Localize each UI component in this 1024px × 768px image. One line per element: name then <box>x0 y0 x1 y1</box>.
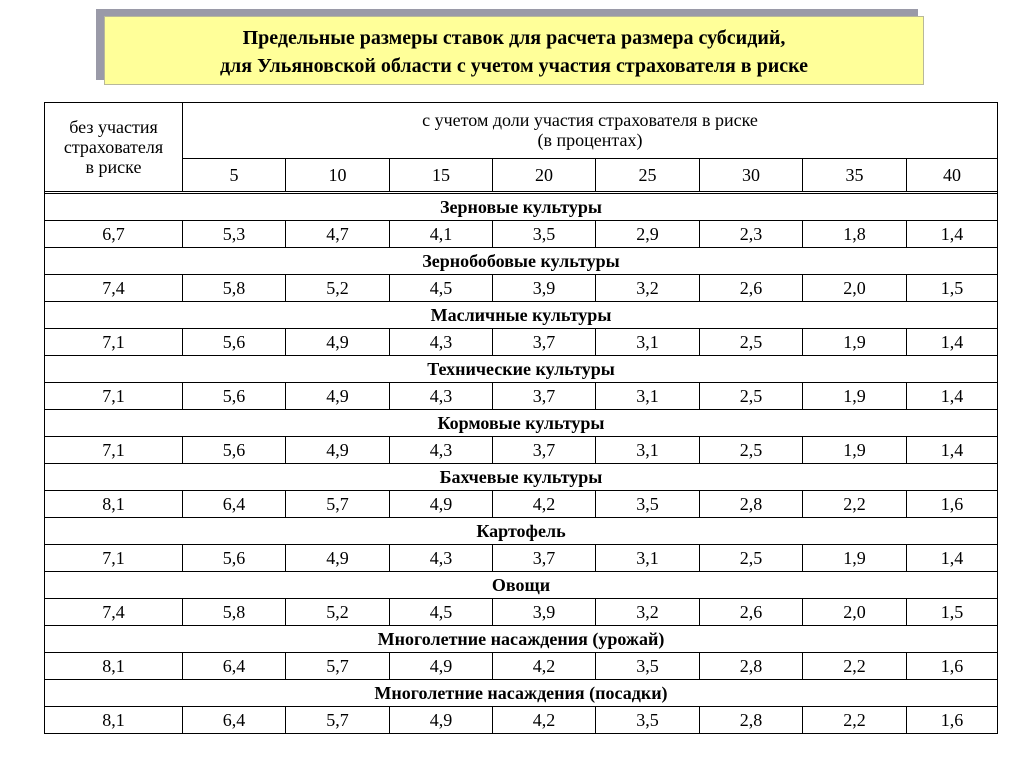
header-row <box>45 103 998 159</box>
rate-cell: 5,2 <box>286 599 390 626</box>
rate-cell: 1,4 <box>907 383 998 410</box>
with-share-header <box>183 103 998 159</box>
percent-cell: 20 <box>493 158 596 191</box>
rate-cell: 5,7 <box>286 491 390 518</box>
rate-cell: 2,3 <box>700 221 803 248</box>
group-title-row <box>45 464 998 491</box>
rate-cell: 1,6 <box>907 491 998 518</box>
group-title-row <box>45 410 998 437</box>
with-share-line-1: с учетом доли участия страхователя в риске <box>422 110 758 131</box>
rate-no-participation-cell: 7,1 <box>45 383 183 410</box>
rate-cell: 4,3 <box>390 383 493 410</box>
rate-cell: 3,2 <box>596 275 700 302</box>
rate-cell: 1,9 <box>803 383 907 410</box>
rate-cell: 4,5 <box>390 275 493 302</box>
rate-cell: 4,3 <box>390 545 493 572</box>
group-values-row <box>45 275 998 302</box>
group-title-row <box>45 518 998 545</box>
rate-cell: 2,5 <box>700 383 803 410</box>
rate-cell: 3,5 <box>493 221 596 248</box>
group-values-row <box>45 707 998 734</box>
rate-cell: 5,6 <box>183 545 286 572</box>
rate-cell: 5,8 <box>183 275 286 302</box>
percent-cell: 15 <box>390 158 493 191</box>
rate-cell: 2,0 <box>803 275 907 302</box>
group-title: Зерновые культуры <box>45 194 998 221</box>
rate-cell: 5,7 <box>286 653 390 680</box>
rate-cell: 2,9 <box>596 221 700 248</box>
rate-cell: 2,8 <box>700 491 803 518</box>
rate-cell: 2,8 <box>700 707 803 734</box>
title-line-2: для Ульяновской области с учетом участия страхователя в риске <box>219 55 809 77</box>
rate-cell: 3,2 <box>596 599 700 626</box>
rate-cell: 1,6 <box>907 653 998 680</box>
rate-cell: 5,7 <box>286 707 390 734</box>
group-values-row <box>45 599 998 626</box>
rate-cell: 2,8 <box>700 653 803 680</box>
rate-cell: 1,4 <box>907 329 998 356</box>
rate-cell: 5,6 <box>183 437 286 464</box>
rate-no-participation-cell: 6,7 <box>45 221 183 248</box>
group-title-row <box>45 680 998 707</box>
group-title-row <box>45 572 998 599</box>
rate-no-participation-cell: 8,1 <box>45 707 183 734</box>
rate-cell: 6,4 <box>183 491 286 518</box>
rate-cell: 4,2 <box>493 491 596 518</box>
rate-no-participation-cell: 7,1 <box>45 545 183 572</box>
group-title: Зернобобовые культуры <box>45 248 998 275</box>
group-title-row <box>45 302 998 329</box>
rate-cell: 3,1 <box>596 545 700 572</box>
rate-cell: 3,1 <box>596 437 700 464</box>
rate-cell: 5,6 <box>183 329 286 356</box>
rate-no-participation-cell: 7,1 <box>45 329 183 356</box>
rate-cell: 1,9 <box>803 437 907 464</box>
rate-cell: 3,7 <box>493 383 596 410</box>
group-title: Кормовые культуры <box>45 410 998 437</box>
group-title: Овощи <box>45 572 998 599</box>
no-participation-line-1: без участия <box>69 117 158 137</box>
rate-no-participation-cell: 8,1 <box>45 491 183 518</box>
group-title: Многолетние насаждения (урожай) <box>45 626 998 653</box>
group-values-row <box>45 653 998 680</box>
rate-cell: 4,9 <box>390 653 493 680</box>
rate-cell: 5,8 <box>183 599 286 626</box>
group-title: Технические культуры <box>45 356 998 383</box>
rate-cell: 2,2 <box>803 491 907 518</box>
group-values-row <box>45 545 998 572</box>
rate-cell: 1,5 <box>907 275 998 302</box>
group-values-row <box>45 437 998 464</box>
rate-cell: 6,4 <box>183 707 286 734</box>
percent-cell: 35 <box>803 158 907 191</box>
group-title-row <box>45 356 998 383</box>
no-participation-line-3: в риске <box>85 157 142 177</box>
percent-header-row <box>45 158 998 191</box>
rate-cell: 2,5 <box>700 437 803 464</box>
rate-cell: 4,3 <box>390 437 493 464</box>
rate-cell: 1,4 <box>907 437 998 464</box>
rate-cell: 4,9 <box>286 545 390 572</box>
group-title: Картофель <box>45 518 998 545</box>
percent-cell: 30 <box>700 158 803 191</box>
percent-cell: 5 <box>183 158 286 191</box>
rate-no-participation-cell: 7,4 <box>45 275 183 302</box>
rate-cell: 3,1 <box>596 329 700 356</box>
rate-cell: 1,4 <box>907 221 998 248</box>
rates-table <box>44 102 998 734</box>
rate-cell: 4,3 <box>390 329 493 356</box>
rate-cell: 4,9 <box>286 437 390 464</box>
group-title-row <box>45 194 998 221</box>
rate-cell: 3,5 <box>596 707 700 734</box>
rate-cell: 3,1 <box>596 383 700 410</box>
percent-cell: 25 <box>596 158 700 191</box>
slide-title <box>104 16 924 85</box>
rate-cell: 1,5 <box>907 599 998 626</box>
rate-cell: 2,5 <box>700 545 803 572</box>
group-values-row <box>45 221 998 248</box>
rate-cell: 2,6 <box>700 599 803 626</box>
rate-cell: 4,2 <box>493 707 596 734</box>
group-values-row <box>45 383 998 410</box>
rate-cell: 3,7 <box>493 329 596 356</box>
percent-cell: 10 <box>286 158 390 191</box>
rate-cell: 5,6 <box>183 383 286 410</box>
rate-cell: 4,9 <box>390 707 493 734</box>
rate-cell: 5,3 <box>183 221 286 248</box>
rate-cell: 3,7 <box>493 437 596 464</box>
title-line-1: Предельные размеры ставок для расчета размера субсидий, <box>242 27 786 49</box>
rate-cell: 3,7 <box>493 545 596 572</box>
no-participation-header <box>45 103 183 192</box>
rate-cell: 1,9 <box>803 329 907 356</box>
rate-cell: 1,9 <box>803 545 907 572</box>
rate-cell: 4,5 <box>390 599 493 626</box>
group-title-row <box>45 626 998 653</box>
rate-cell: 3,5 <box>596 653 700 680</box>
rate-cell: 4,9 <box>286 383 390 410</box>
rate-no-participation-cell: 8,1 <box>45 653 183 680</box>
rate-cell: 5,2 <box>286 275 390 302</box>
rate-cell: 4,9 <box>286 329 390 356</box>
rate-cell: 6,4 <box>183 653 286 680</box>
rate-cell: 4,1 <box>390 221 493 248</box>
group-title: Бахчевые культуры <box>45 464 998 491</box>
rate-cell: 1,6 <box>907 707 998 734</box>
rate-cell: 3,9 <box>493 275 596 302</box>
rate-cell: 2,2 <box>803 653 907 680</box>
group-values-row <box>45 491 998 518</box>
rate-cell: 3,5 <box>596 491 700 518</box>
rate-cell: 1,8 <box>803 221 907 248</box>
group-title: Многолетние насаждения (посадки) <box>45 680 998 707</box>
group-values-row <box>45 329 998 356</box>
percent-cell: 40 <box>907 158 998 191</box>
rate-cell: 4,2 <box>493 653 596 680</box>
rate-no-participation-cell: 7,1 <box>45 437 183 464</box>
rate-cell: 2,0 <box>803 599 907 626</box>
rate-no-participation-cell: 7,4 <box>45 599 183 626</box>
rate-cell: 2,2 <box>803 707 907 734</box>
rate-cell: 4,9 <box>390 491 493 518</box>
rate-cell: 4,7 <box>286 221 390 248</box>
rate-cell: 3,9 <box>493 599 596 626</box>
with-share-line-2: (в процентах) <box>537 130 643 151</box>
rate-cell: 2,5 <box>700 329 803 356</box>
rate-cell: 2,6 <box>700 275 803 302</box>
rate-cell: 1,4 <box>907 545 998 572</box>
group-title-row <box>45 248 998 275</box>
group-title: Масличные культуры <box>45 302 998 329</box>
no-participation-line-2: страхователя <box>63 137 164 157</box>
